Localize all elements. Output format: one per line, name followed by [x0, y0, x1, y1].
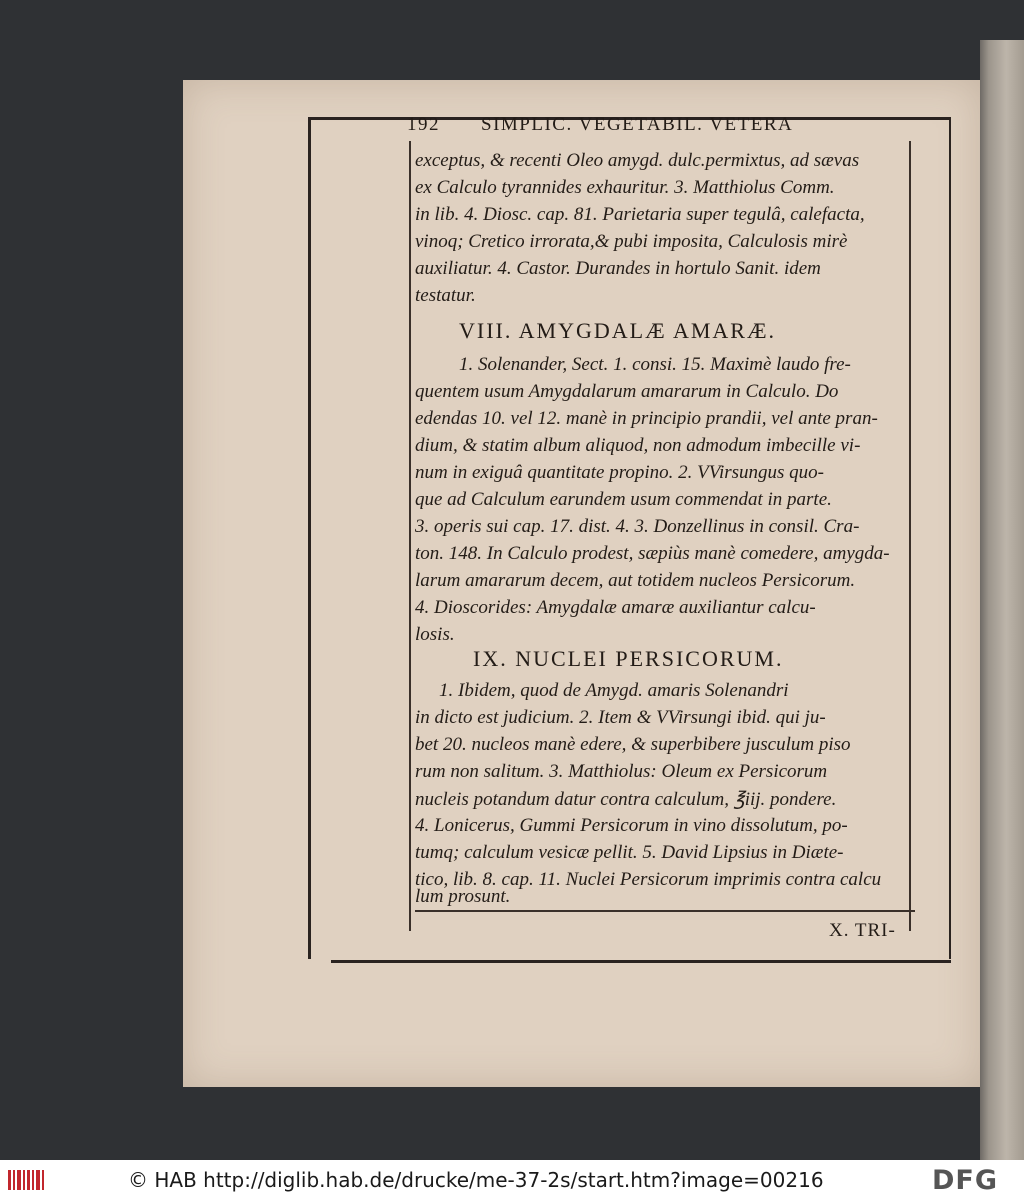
- text-line: que ad Calculum earundem usum commendat in parte.: [415, 489, 832, 510]
- text-line: 1. Solenander, Sect. 1. consi. 15. Maximè laudo fre-: [459, 354, 851, 375]
- text-line: 1. Ibidem, quod de Amygd. amaris Solenandri: [439, 680, 789, 701]
- frame-line-bottom: [331, 960, 951, 963]
- dfg-logo: DFG: [932, 1165, 999, 1196]
- hab-logo-icon: [6, 1166, 46, 1194]
- text-line: vinoq; Cretico irrorata,& pubi imposita, Calculosis mirè: [415, 231, 848, 252]
- catchword: X. TRI-: [829, 920, 896, 941]
- text-line: tico, lib. 8. cap. 11. Nuclei Persicorum imprimis contra calcu: [415, 869, 882, 890]
- text-line: testatur.: [415, 285, 476, 306]
- running-head-title: SIMPLIC. VEGETABIL. VETERA: [481, 114, 794, 135]
- text-line: exceptus, & recenti Oleo amygd. dulc.permixtus, ad sævas: [415, 150, 860, 171]
- section-heading: VIII. AMYGDALÆ AMARÆ.: [459, 318, 777, 343]
- text-line: 4. Dioscorides: Amygdalæ amaræ auxiliantur calcu-: [415, 597, 816, 618]
- text-line: dium, & statim album aliquod, non admodum imbecille vi-: [415, 435, 861, 456]
- text-line: ex Calculo tyrannides exhauritur. 3. Matthiolus Comm.: [415, 177, 835, 198]
- text-line: num in exiguâ quantitate propino. 2. VVirsungus quo-: [415, 462, 825, 483]
- text-line: in lib. 4. Diosc. cap. 81. Parietaria super tegulâ, calefacta,: [415, 204, 865, 225]
- text-line: in dicto est judicium. 2. Item & VVirsungi ibid. qui ju-: [415, 707, 826, 728]
- section-heading: IX. NUCLEI PERSICORUM.: [473, 646, 784, 671]
- frame-line-left: [308, 117, 311, 959]
- text-line: nucleis potandum datur contra calculum, ℥iij. pondere.: [415, 789, 837, 810]
- text-line: bet 20. nucleos manè edere, & superbibere jusculum piso: [415, 734, 851, 755]
- text-line: edendas 10. vel 12. manè in principio prandii, vel ante pran-: [415, 408, 878, 429]
- text-line: auxiliatur. 4. Castor. Durandes in hortulo Sanit. idem: [415, 258, 821, 279]
- text-line: ton. 148. In Calculo prodest, sæpiùs manè comedere, amygda-: [415, 543, 890, 564]
- text-rule-bottom: [415, 910, 915, 912]
- text-line: losis.: [415, 624, 455, 645]
- frame-line-right: [949, 117, 951, 959]
- text-line: larum amararum decem, aut totidem nucleos Persicorum.: [415, 570, 856, 591]
- text-line: rum non salitum. 3. Matthiolus: Oleum ex Persicorum: [415, 761, 828, 782]
- text-line: 3. operis sui cap. 17. dist. 4. 3. Donzellinus in consil. Cra-: [415, 516, 860, 537]
- text-line: quentem usum Amygdalarum amararum in Calculo. Do: [415, 381, 839, 402]
- text-line: 4. Lonicerus, Gummi Persicorum in vino dissolutum, po-: [415, 815, 848, 836]
- text-line: lum prosunt.: [415, 886, 511, 907]
- copyright-link[interactable]: © HAB http://diglib.hab.de/drucke/me-37-2s/start.htm?image=00216: [128, 1168, 824, 1192]
- book-page: [183, 80, 980, 1087]
- text-rule-left: [409, 141, 411, 931]
- page-number: 192: [407, 114, 440, 135]
- text-rule-right: [909, 141, 911, 931]
- adjacent-page-edge: [980, 40, 1024, 1160]
- text-line: tumq; calculum vesicæ pellit. 5. David Lipsius in Diæte-: [415, 842, 844, 863]
- footer-bar: [0, 1160, 1024, 1201]
